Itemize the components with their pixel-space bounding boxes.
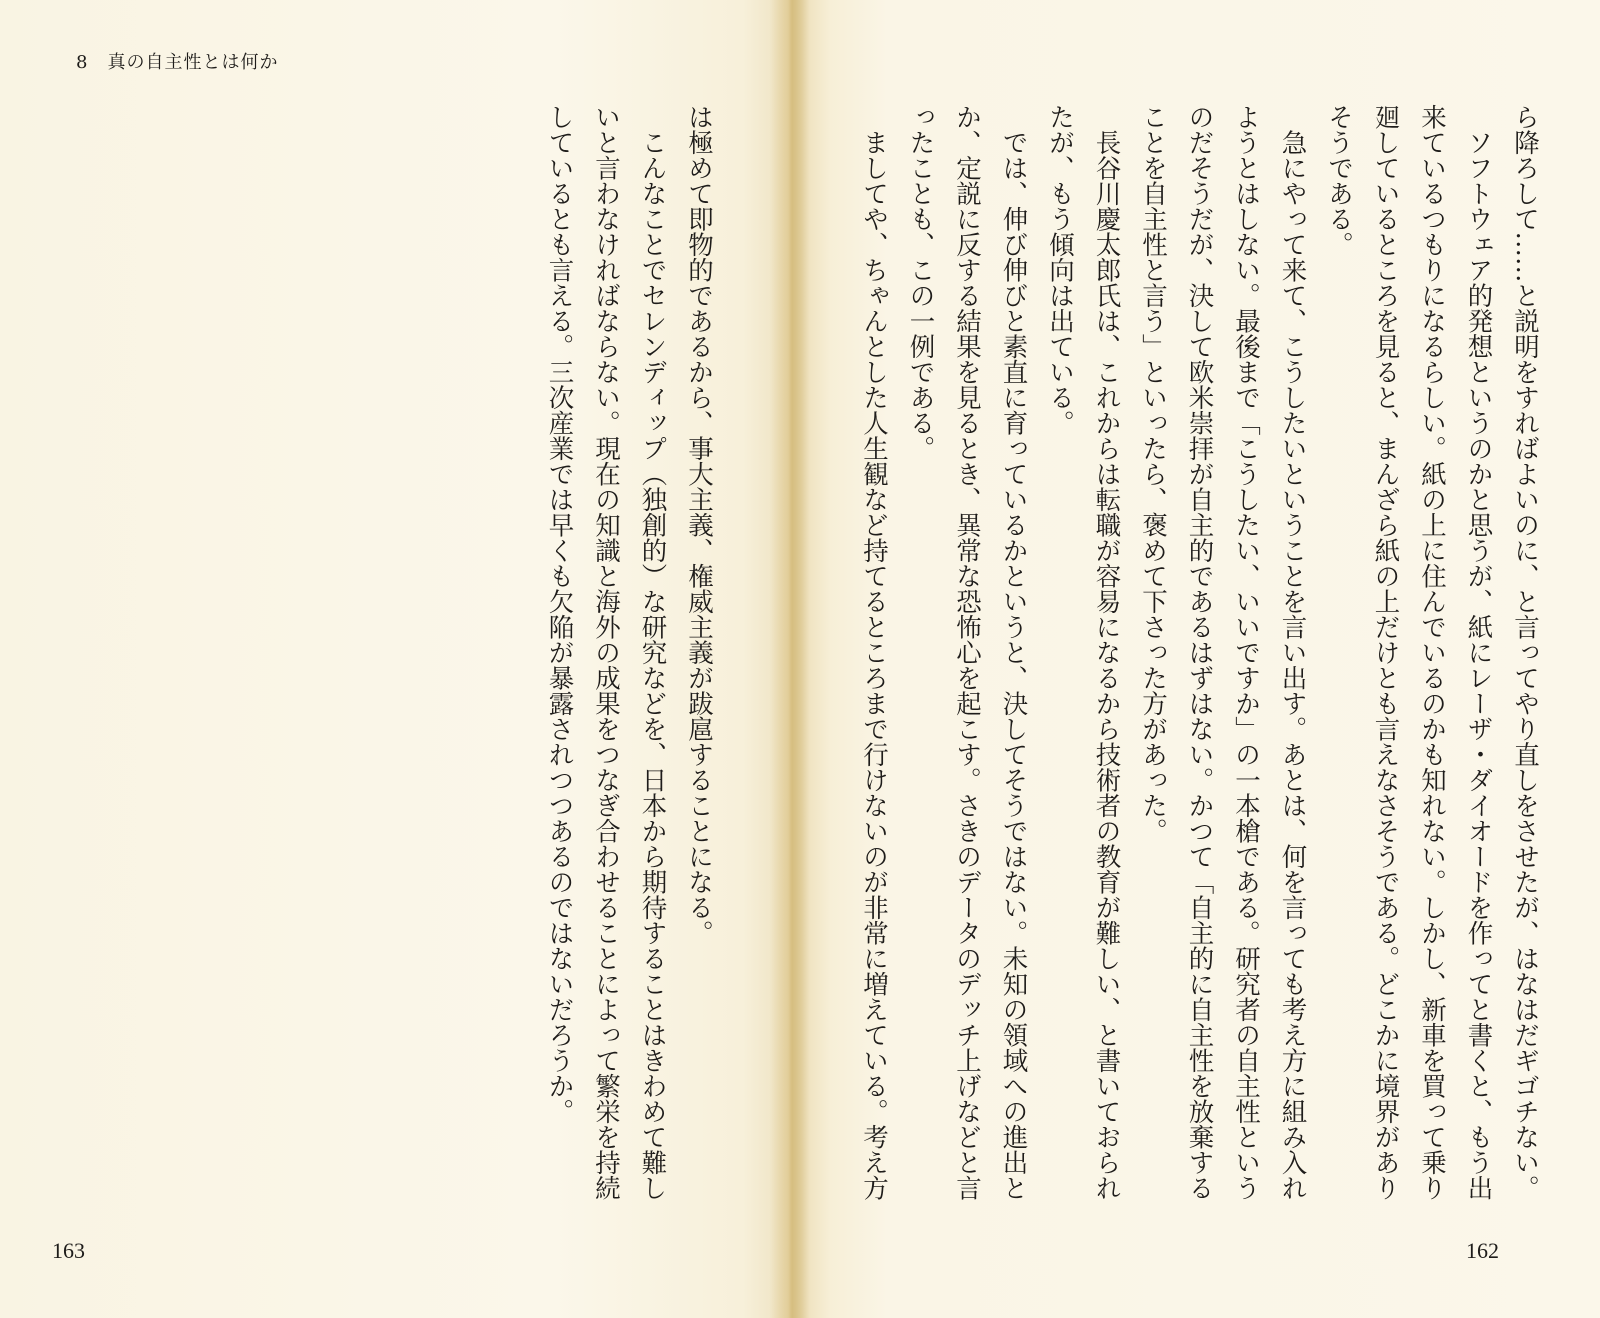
text-line: のだそうだが、決して欧米崇拝が自主的であるはずはない。かつて「自主的に自主性を放棄する xyxy=(1184,104,1215,1201)
left-page-body xyxy=(532,104,722,1244)
text-line: ましてや、ちゃんとした人生観など持てるところまで行けないのが非常に増えている。考え方 xyxy=(859,104,889,1201)
text-line: いと言わなければならない。現在の知識と海外の成果をつなぎ合わせることによって繁栄を持続 xyxy=(591,104,621,1201)
text-line: そうである。 xyxy=(1324,104,1354,257)
text-line: ソフトウェア的発想というのかと思うが、紙にレーザ・ダイオードを作ってと書くと、もう出 xyxy=(1463,104,1494,1201)
text-line: こんなことでセレンディップ（独創的）な研究などを、日本から期待することはきわめて難し xyxy=(637,104,668,1201)
text-line: たが、もう傾向は出ている。 xyxy=(1045,104,1075,436)
text-line: 長谷川慶太郎氏は、これからは転職が容易になるから技術者の教育が難しい、と書いておられ xyxy=(1091,104,1122,1201)
right-page-body xyxy=(848,104,1548,1244)
text-line: ら降ろして……と説明をすればよいのに、と言ってやり直しをさせたが、はなはだギゴチない。 xyxy=(1510,104,1540,1201)
page-number-right: 162 xyxy=(1466,1238,1499,1263)
text-line: 急にやって来て、こうしたいということを言い出す。あとは、何を言っても考え方に組み入れ xyxy=(1277,104,1308,1201)
running-head: 8 真の自主性とは何か xyxy=(76,52,279,73)
text-line: か、定説に反する結果を見るとき、異常な恐怖心を起こす。さきのデータのデッチ上げなどと言 xyxy=(952,104,982,1201)
text-line: ったことも、この一例である。 xyxy=(905,104,936,461)
text-line: ことを自主性と言う」といったら、褒めて下さった方があった。 xyxy=(1138,104,1168,844)
left-page xyxy=(0,0,790,1318)
text-line: では、伸び伸びと素直に育っているかというと、決してそうではない。未知の領域への進出と xyxy=(998,104,1029,1201)
text-line: は極めて即物的であるから、事大主義、権威主義が跋扈することになる。 xyxy=(684,104,714,946)
text-line: ようとはしない。最後まで「こうしたい、いいですか」の一本槍である。研究者の自主性という xyxy=(1231,104,1261,1201)
text-line: 来ているつもりになるらしい。紙の上に住んでいるのかも知れない。しかし、新車を買って乗り xyxy=(1417,104,1447,1201)
book-gutter xyxy=(770,0,810,1318)
page-number-left: 163 xyxy=(52,1238,85,1263)
text-line: しているとも言える。三次産業では早くも欠陥が暴露されつつあるのではないだろうか。 xyxy=(544,104,575,1124)
text-line: 廻しているところを見ると、まんざら紙の上だけとも言えなさそうである。どこかに境界があり xyxy=(1370,104,1401,1201)
